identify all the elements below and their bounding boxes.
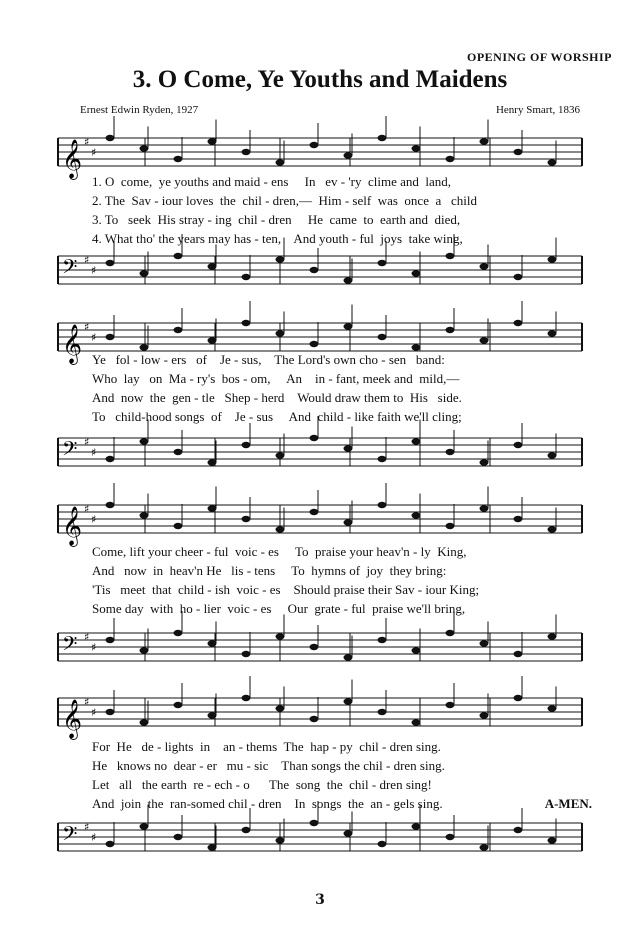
note-head [446,327,455,333]
note-head [378,260,387,266]
note-head [548,526,557,532]
note-head [106,841,115,847]
note-head [140,145,149,151]
sharp-icon: ♯ [91,706,97,719]
page-number: 3 [315,892,325,908]
note-head [174,834,183,840]
bass-staff-1 [0,248,640,298]
note-head [514,516,523,522]
note-head [242,827,251,833]
note-head [548,256,557,262]
note-head [548,452,557,458]
verse-block-4 [92,737,592,813]
treble-staff-3 [0,497,640,547]
note-head [480,263,489,269]
lyric-line: To child-hood songs of Je - sus And child - like faith we'll cling; [92,409,462,424]
lyric-line: Let all the earth re - ech - o The song the chil - dren sing! [92,777,432,792]
hymn-title: 3. O Come, Ye Youths and Maidens [132,66,508,93]
note-head [514,320,523,326]
note-head [344,654,353,660]
note-head [140,823,149,829]
composer-credit: Henry Smart, 1836 [495,104,580,116]
note-head [140,719,149,725]
bass-staff-4 [0,815,640,865]
note-head [548,633,557,639]
note-head [276,452,285,458]
note-head [208,138,217,144]
note-head [174,523,183,529]
note-head [548,705,557,711]
note-head [174,327,183,333]
note-head [140,512,149,518]
sharp-icon: ♯ [84,135,90,149]
note-head [446,156,455,162]
note-head [378,135,387,141]
note-head [140,270,149,276]
note-head [480,505,489,511]
note-head [412,270,421,276]
note-head [480,337,489,343]
sharp-icon: ♯ [84,253,90,267]
sharp-icon: ♯ [84,502,90,516]
note-head [412,438,421,444]
note-head [106,334,115,340]
lyric-line: 4. What tho' the years may has - ten, And youth - ful joys take wing, [92,231,463,246]
note-head [548,837,557,843]
note-head [446,449,455,455]
lyric-line: Come, lift your cheer - ful voic - es To praise your heav'n - ly King, [92,544,467,559]
sharp-icon: ♯ [91,513,97,526]
note-head [242,274,251,280]
note-head [310,435,319,441]
note-head [548,330,557,336]
note-head [208,640,217,646]
note-head [344,277,353,283]
note-head [310,644,319,650]
note-head [480,844,489,850]
sharp-icon: ♯ [84,695,90,709]
note-head [310,267,319,273]
section-header: OPENING OF WORSHIP [466,50,612,64]
note-head [446,702,455,708]
note-head [174,156,183,162]
sharp-icon: ♯ [91,446,97,459]
note-head [208,505,217,511]
note-head [378,709,387,715]
lyric-line: And now in heav'n He lis - tens To hymns of joy they bring: [92,563,447,578]
verse-block-1 [92,172,592,248]
note-head [480,712,489,718]
note-head [106,456,115,462]
note-head [106,135,115,141]
amen-label: A-MEN. [544,796,592,811]
note-head [276,705,285,711]
bass-clef-icon: 𝄢 [62,632,78,660]
note-head [514,274,523,280]
lyric-line: Some day with ho - lier voic - es Our grate - ful praise we'll bring, [92,601,466,616]
note-head [310,716,319,722]
treble-staff-4 [0,690,640,740]
note-head [174,702,183,708]
treble-clef-icon: 𝄞 [62,139,83,179]
note-head [412,719,421,725]
note-head [208,712,217,718]
note-head [378,637,387,643]
lyric-line: For He de - lights in an - thems The hap - py chil - dren sing. [92,739,441,754]
lyric-line: He knows no dear - er mu - sic Than songs the chil - dren sing. [92,758,445,773]
lyric-line: 3. To seek His stray - ing chil - dren He came to earth and died, [92,212,461,227]
treble-clef-icon: 𝄞 [62,506,83,546]
lyric-line: 1. O come, ye youths and maid - ens In ev - 'ry clime and land, [92,174,452,189]
note-head [344,445,353,451]
note-head [140,647,149,653]
note-head [106,260,115,266]
note-head [344,152,353,158]
sharp-icon: ♯ [91,641,97,654]
lyric-line: Ye fol - low - ers of Je - sus, The Lord's own cho - sen band: [92,352,445,367]
note-head [310,142,319,148]
note-head [412,512,421,518]
note-head [310,509,319,515]
note-head [344,830,353,836]
note-head [480,459,489,465]
note-head [514,651,523,657]
sharp-icon: ♯ [84,320,90,334]
note-head [344,519,353,525]
bass-staff-2 [0,430,640,480]
note-head [106,709,115,715]
bass-clef-icon: 𝄢 [62,437,78,465]
note-head [378,502,387,508]
sharp-icon: ♯ [91,146,97,159]
note-head [208,337,217,343]
note-head [276,633,285,639]
note-head [174,253,183,259]
note-head [208,844,217,850]
note-head [276,159,285,165]
note-head [310,820,319,826]
note-head [174,449,183,455]
sharp-icon: ♯ [84,820,90,834]
verse-block-3 [92,542,592,618]
note-head [242,442,251,448]
note-head [446,253,455,259]
lyric-text: And join the ran-somed chil - dren In songs the an - gels sing. [92,796,443,811]
note-head [446,834,455,840]
note-head [378,456,387,462]
note-head [276,526,285,532]
bass-clef-icon: 𝄢 [62,255,78,283]
note-head [242,320,251,326]
treble-clef-icon: 𝄞 [62,699,83,739]
note-head [242,695,251,701]
sharp-icon: ♯ [84,435,90,449]
note-head [514,695,523,701]
verse-block-2 [92,350,592,426]
author-credit: Ernest Edwin Ryden, 1927 [80,104,199,116]
note-head [208,263,217,269]
note-head [480,640,489,646]
note-head [344,323,353,329]
note-head [242,516,251,522]
note-head [276,837,285,843]
lyric-line [92,794,592,813]
note-head [514,827,523,833]
note-head [548,159,557,165]
sharp-icon: ♯ [91,331,97,344]
note-head [208,459,217,465]
sharp-icon: ♯ [91,831,97,844]
note-head [412,647,421,653]
treble-clef-icon: 𝄞 [62,324,83,364]
note-head [276,330,285,336]
lyric-line: 2. The Sav - iour loves the chil - dren,— Him - self was once a child [92,193,477,208]
lyric-line: 'Tis meet that child - ish voic - es Should praise their Sav - iour King; [92,582,480,597]
note-head [344,698,353,704]
note-head [106,502,115,508]
note-head [514,149,523,155]
bass-clef-icon: 𝄢 [62,822,78,850]
note-head [378,334,387,340]
lyric-line: And now the gen - tle Shep - herd Would draw them to His side. [92,390,462,405]
note-head [378,841,387,847]
note-head [276,256,285,262]
note-head [446,630,455,636]
note-head [242,651,251,657]
note-head [412,145,421,151]
lyric-line: Who lay on Ma - ry's bos - om, An in - fant, meek and mild,— [92,371,460,386]
note-head [106,637,115,643]
bass-staff-3 [0,625,640,675]
note-head [140,438,149,444]
sharp-icon: ♯ [91,264,97,277]
note-head [412,823,421,829]
note-head [446,523,455,529]
note-head [514,442,523,448]
note-head [174,630,183,636]
note-head [310,341,319,347]
note-head [242,149,251,155]
note-head [480,138,489,144]
sharp-icon: ♯ [84,630,90,644]
